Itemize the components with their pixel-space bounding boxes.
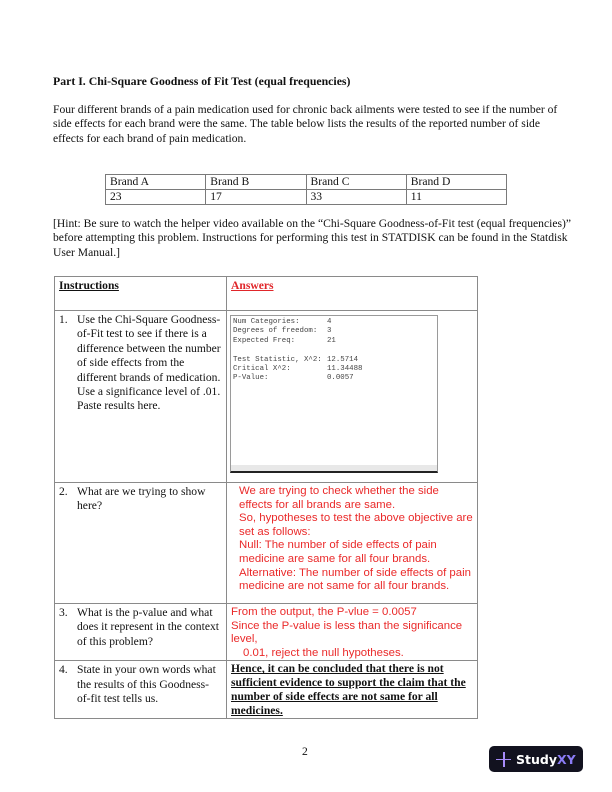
- instructions-header: Instructions: [59, 279, 119, 292]
- qa-header-row: [55, 277, 478, 311]
- stat-value: 0.0057: [327, 374, 354, 383]
- answer: [227, 483, 477, 594]
- question-text: State in your own words what the results of this Goodness-of-fit test tells us.: [77, 663, 216, 706]
- studyxy-badge[interactable]: [489, 746, 583, 772]
- answer: [227, 604, 477, 660]
- stat-value: 11.34488: [327, 365, 363, 374]
- question: [55, 483, 226, 514]
- qa-table: [54, 276, 478, 719]
- stat-label: Num Categories:: [233, 318, 300, 326]
- answer-line: We are trying to check whether the side effects for all brands are same.: [239, 485, 439, 511]
- question-number: 1.: [59, 313, 68, 326]
- question-text: Use the Chi-Square Goodness-of-Fit test to see if there is a difference between the number of side effects from the different brands of medication. Use a significance level of .01. Paste results here.: [77, 313, 221, 413]
- question-text: What is the p-value and what does it represent in the context of this problem?: [77, 606, 219, 648]
- answer-line: Null: The number of side effects of pain medicine are same for all four brands.: [239, 539, 437, 565]
- page-number: 2: [302, 745, 308, 758]
- answers-header: Answers: [231, 279, 274, 292]
- answer-line: 0.01, reject the null hypotheses.: [243, 646, 404, 659]
- qa-row: [55, 604, 478, 661]
- stat-value: 21: [327, 336, 336, 345]
- brand-header: Brand D: [406, 175, 506, 190]
- answer-line: Alternative: The number of side effects of pain medicine are not same for all four brands.: [239, 566, 471, 593]
- stat-label: Critical X^2:: [233, 365, 291, 374]
- plus-icon: [496, 752, 511, 767]
- answer-line: So, hypotheses to test the above objective are set as follows:: [239, 512, 473, 538]
- brands-table: [105, 174, 507, 205]
- section-title: Part I. Chi-Square Goodness of Fit Test (equal frequencies): [53, 74, 351, 88]
- question: [55, 604, 226, 649]
- question: [55, 311, 226, 414]
- brand-name-accent: XY: [556, 751, 576, 767]
- answer-line: From the output, the P-vlue = 0.0057: [231, 606, 417, 618]
- question-number: 4.: [59, 663, 68, 677]
- brand-header: Brand C: [306, 175, 406, 190]
- brand-header: Brand A: [106, 175, 206, 190]
- stat-value: 12.5714: [327, 355, 359, 364]
- intro-paragraph: Four different brands of a pain medication used for chronic back ailments were tested to see if the number of side effects for each brand were the same. The table below lists the results of the reported number of side effects for each brand of pain medication.: [53, 103, 558, 145]
- stat-label: Expected Freq:: [233, 336, 296, 345]
- answer-line: Since the P-value is less than the significance level,: [231, 619, 463, 646]
- stat-value: 4: [327, 318, 332, 326]
- stat-label: Test Statistic, X^2:: [233, 355, 322, 364]
- stat-label: P-Value:: [233, 374, 269, 383]
- question-number: 2.: [59, 485, 68, 498]
- question-text: What are we trying to show here?: [77, 485, 206, 513]
- brand-header: Brand B: [206, 175, 306, 190]
- brand-name: Study: [516, 751, 557, 767]
- brands-values-row: [106, 190, 507, 205]
- horizontal-scrollbar[interactable]: [231, 465, 437, 471]
- brand-value: 17: [206, 190, 306, 205]
- qa-row: [55, 661, 478, 719]
- statdisk-output: [230, 315, 438, 473]
- question-number: 3.: [59, 606, 68, 619]
- brands-header-row: [106, 175, 507, 190]
- stat-value: 3: [327, 327, 332, 336]
- qa-row: [55, 483, 478, 604]
- conclusion-answer: Hence, it can be concluded that there is not sufficient evidence to support the claim that the number of side effects are not same for all medicines.: [231, 662, 466, 718]
- hint-paragraph: [Hint: Be sure to watch the helper video available on the “Chi-Square Goodness-of-Fit test (equal frequencies)” before attempting this problem. Instructions for performing this test in STATDISK can be found in the Statdisk User Manual.]: [53, 217, 572, 259]
- brand-value: 23: [106, 190, 206, 205]
- qa-row: [55, 311, 478, 483]
- brand-value: 11: [406, 190, 506, 205]
- question: [55, 661, 226, 706]
- stat-label: Degrees of freedom:: [233, 327, 318, 336]
- brand-value: 33: [306, 190, 406, 205]
